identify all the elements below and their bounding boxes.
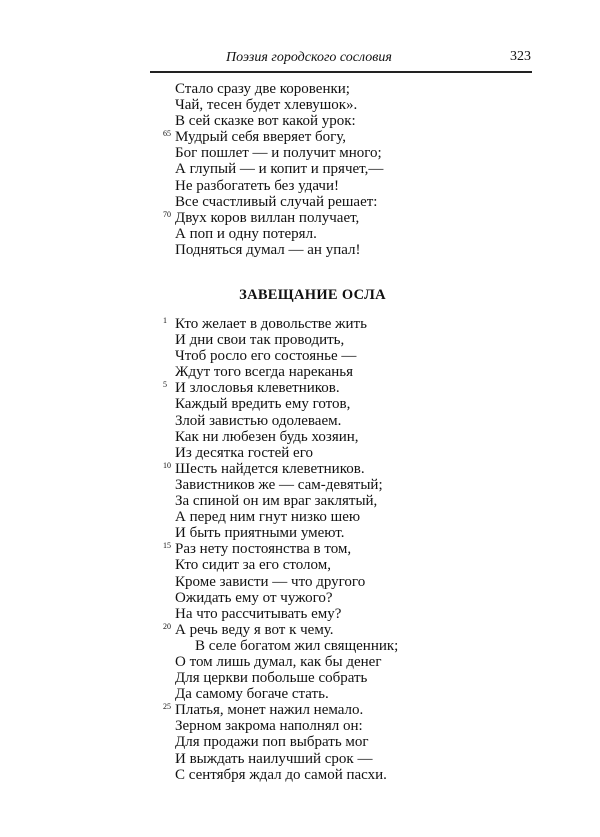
verse-text: Все счастливый случай решает: <box>175 193 378 210</box>
verse-line <box>175 525 398 541</box>
verse-line <box>163 380 398 397</box>
running-title: Поэзия городского сословия <box>226 50 392 65</box>
verse-line <box>175 242 383 258</box>
verse-line <box>175 509 398 525</box>
header-rule <box>150 71 532 73</box>
verse-line <box>163 541 398 558</box>
verse-line <box>175 445 398 461</box>
verse-text: Платья, монет нажил немало. <box>175 702 364 719</box>
verse-text: Двух коров виллан получает, <box>175 209 360 226</box>
verse-line <box>163 129 383 146</box>
verse-line <box>175 734 398 750</box>
verse-text: Из десятка гостей его <box>175 444 313 461</box>
verse-text: В сей сказке вот какой урок: <box>175 113 356 130</box>
verse-text: Мудрый себя вверяет богу, <box>175 129 347 146</box>
verse-text: И дни свои так проводить, <box>175 332 345 349</box>
verse-text: Как ни любезен будь хозяин, <box>175 428 359 445</box>
verse-line <box>175 654 398 670</box>
verse-line <box>175 332 398 348</box>
verse-text: А глупый — и копит и прячет,— <box>175 161 384 178</box>
verse-line <box>175 606 398 622</box>
line-number: 1 <box>163 316 167 325</box>
verse-line <box>175 638 398 654</box>
verse-line <box>175 194 383 210</box>
verse-line <box>175 396 398 412</box>
verse-line <box>163 316 398 332</box>
page-number: 323 <box>510 49 531 64</box>
verse-line <box>175 590 398 606</box>
verse-text: Для продажи поп выбрать мог <box>175 734 369 751</box>
verse-line <box>175 574 398 590</box>
verse-text: Ждут того всегда нареканья <box>175 364 354 381</box>
verse-line <box>175 670 398 686</box>
verse-text: Для церкви побольше собрать <box>175 670 368 687</box>
verse-text: Чай, тесен будет хлевушок». <box>175 97 358 114</box>
verse-line <box>175 751 398 767</box>
verse-text: Каждый вредить ему готов, <box>175 396 351 413</box>
verse-line <box>163 702 398 719</box>
verse-text: В селе богатом жил священник; <box>195 637 399 654</box>
line-number: 5 <box>163 380 167 390</box>
poem-stanza-previous <box>163 81 384 258</box>
line-number: 15 <box>163 541 171 551</box>
verse-text: Чтоб росло его состоянье — <box>175 348 357 365</box>
verse-line <box>163 209 383 226</box>
verse-text: На что рассчитывать ему? <box>175 605 342 622</box>
line-number: 10 <box>163 460 171 470</box>
verse-text: Не разбогатеть без удачи! <box>175 177 339 194</box>
verse-line <box>175 97 383 113</box>
verse-text: И быть приятными умеют. <box>175 525 345 542</box>
verse-line <box>175 493 398 509</box>
verse-text: Кто сидит за его столом, <box>175 557 331 574</box>
verse-text: А поп и одну потерял. <box>175 225 317 242</box>
verse-text: Стало сразу две коровенки; <box>175 81 350 97</box>
line-number: 25 <box>163 702 171 712</box>
verse-text: А перед ним гнут низко шею <box>175 509 361 526</box>
verse-text: Завистников же — сам-девятый; <box>175 476 383 493</box>
line-number: 70 <box>163 209 171 219</box>
verse-line <box>175 145 383 161</box>
verse-line <box>175 226 383 242</box>
verse-line <box>175 81 383 97</box>
verse-text: С сентября ждал до самой пасхи. <box>175 766 387 783</box>
line-number: 65 <box>163 129 171 139</box>
verse-line <box>175 348 398 364</box>
verse-text: За спиной он им враг заклятый, <box>175 493 378 510</box>
verse-text: О том лишь думал, как бы денег <box>175 653 382 670</box>
verse-line <box>163 621 398 638</box>
verse-text: Кроме зависти — что другого <box>175 573 366 590</box>
line-number: 20 <box>163 621 171 631</box>
poem-stanza-main <box>163 316 399 783</box>
verse-line <box>175 113 383 129</box>
verse-text: Да самому богаче стать. <box>175 686 329 703</box>
verse-text: А речь веду я вот к чему. <box>175 621 334 638</box>
verse-text: Зерном закрома наполнял он: <box>175 718 363 735</box>
verse-text: Злой завистью одолеваем. <box>175 412 342 429</box>
verse-text: Раз нету постоянства в том, <box>175 541 352 558</box>
verse-line <box>175 429 398 445</box>
verse-line <box>175 413 398 429</box>
verse-line <box>175 557 398 573</box>
verse-line <box>175 364 398 380</box>
verse-line <box>175 477 398 493</box>
verse-text: И злословья клеветников. <box>175 380 340 397</box>
verse-line <box>175 686 398 702</box>
verse-line <box>175 161 383 177</box>
verse-line <box>175 767 398 783</box>
verse-line <box>175 178 383 194</box>
verse-text: Бог пошлет — и получит много; <box>175 145 382 162</box>
poem-title: ЗАВЕЩАНИЕ ОСЛА <box>239 287 386 303</box>
verse-text: Шесть найдется клеветников. <box>175 460 365 477</box>
verse-text: Ожидать ему от чужого? <box>175 589 333 606</box>
verse-text: Кто желает в довольстве жить <box>175 316 367 332</box>
verse-line <box>175 718 398 734</box>
verse-line <box>163 460 398 477</box>
verse-text: И выждать наилучший срок — <box>175 750 373 767</box>
verse-text: Подняться думал — ан упал! <box>175 241 361 258</box>
